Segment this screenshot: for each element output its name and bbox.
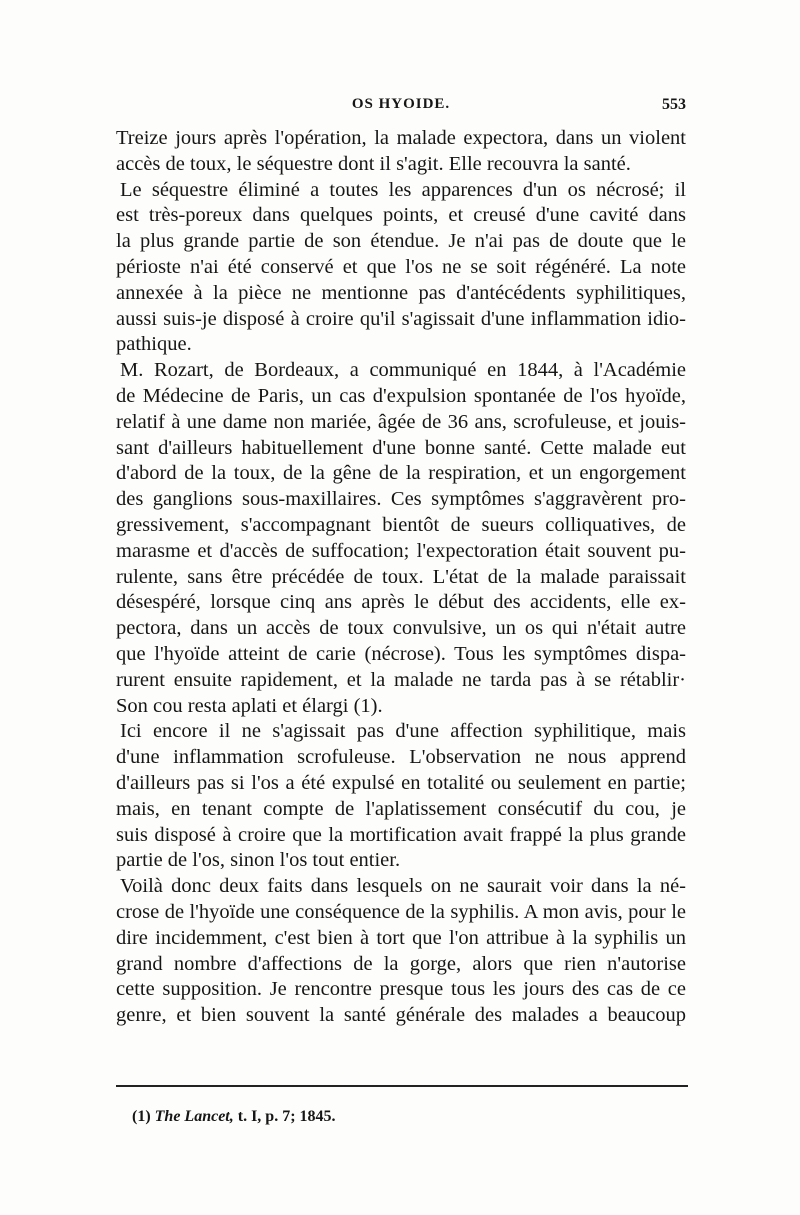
running-head xyxy=(116,96,686,116)
footnote-divider xyxy=(116,1085,688,1087)
text-line: gressivement, s'accompagnant bientôt de sueurs colliquatives, de xyxy=(116,513,686,536)
text-line: cette supposition. Je rencontre presque tous les jours des cas de ce xyxy=(116,978,686,1001)
text-line: rulente, sans être précédée de toux. L'état de la malade paraissait xyxy=(116,565,686,588)
text-line: accès de toux, le séquestre dont il s'agit. Elle recouvra la santé. xyxy=(116,152,631,175)
page-number: 553 xyxy=(662,96,686,113)
text-line: d'ailleurs pas si l'os a été expulsé en totalité ou seulement en partie; xyxy=(116,771,686,794)
text-line: des ganglions sous-maxillaires. Ces symptômes s'aggravèrent pro- xyxy=(116,488,686,511)
text-line: la plus grande partie de son étendue. Je n'ai pas de doute que le xyxy=(116,230,686,253)
text-line: de Médecine de Paris, un cas d'expulsion spontanée de l'os hyoïde, xyxy=(116,384,686,407)
text-line: périoste n'ai été conservé et que l'os ne se soit régénéré. La note xyxy=(116,255,686,278)
footnote-source: The Lancet xyxy=(154,1108,230,1125)
text-line: désespéré, lorsque cinq ans après le début des accidents, elle ex- xyxy=(116,591,686,614)
text-line: relatif à une dame non mariée, âgée de 36 ans, scrofuleuse, et jouis- xyxy=(116,410,686,433)
body-text xyxy=(116,126,686,1029)
footnote-citation: t. I, p. 7; 1845. xyxy=(233,1108,336,1125)
text-line: Le séquestre éliminé a toutes les apparences d'un os nécrosé; il xyxy=(120,178,686,201)
text-line: genre, et bien souvent la santé générale des malades a beaucoup xyxy=(116,1004,686,1027)
text-line: pectora, dans un accès de toux convulsive, un os qui n'était autre xyxy=(116,617,686,640)
text-line: Treize jours après l'opération, la malade expectora, dans un violent xyxy=(116,127,686,149)
text-line: crose de l'hyoïde une conséquence de la syphilis. A mon avis, pour le xyxy=(116,900,686,923)
text-line: que l'hyoïde atteint de carie (nécrose). Tous les symptômes dispa- xyxy=(116,642,686,665)
text-line: d'abord de la toux, de la gêne de la respiration, et un engorgement xyxy=(116,462,686,485)
text-line: marasme et d'accès de suffocation; l'expectoration était souvent pu- xyxy=(116,539,686,562)
text-line: partie de l'os, sinon l'os tout entier. xyxy=(116,849,401,872)
text-line: Son cou resta aplati et élargi (1). xyxy=(116,694,383,717)
text-line: aussi suis-je disposé à croire qu'il s'agissait d'une inflammation idio- xyxy=(116,307,686,330)
text-line: rurent ensuite rapidement, et la malade ne tarda pas à se rétablir· xyxy=(116,668,686,691)
text-line: mais, en tenant compte de l'aplatissement consécutif du cou, je xyxy=(116,797,686,820)
text-line: M. Rozart, de Bordeaux, a communiqué en 1844, à l'Académie xyxy=(120,359,686,382)
text-line: dire incidemment, c'est bien à tort que l'on attribue à la syphilis un xyxy=(116,926,686,949)
text-line: pathique. xyxy=(116,333,192,356)
text-line: Ici encore il ne s'agissait pas d'une affection syphilitique, mais xyxy=(120,720,686,743)
text-line: sant d'ailleurs habituellement d'une bonne santé. Cette malade eut xyxy=(116,436,686,459)
text-line: est très-poreux dans quelques points, et creusé d'une cavité dans xyxy=(116,204,686,227)
footnote xyxy=(132,1108,336,1126)
footnote-marker: (1) xyxy=(132,1108,151,1125)
text-line: d'une inflammation scrofuleuse. L'observation ne nous apprend xyxy=(116,746,686,769)
footnote-separator: , xyxy=(229,1108,234,1125)
text-line: suis disposé à croire que la mortification avait frappé la plus grande xyxy=(116,823,686,846)
text-line: annexée à la pièce ne mentionne pas d'antécédents syphilitiques, xyxy=(116,281,686,304)
text-line: grand nombre d'affections de la gorge, alors que rien n'autorise xyxy=(116,952,686,975)
running-title: OS HYOIDE. xyxy=(351,96,451,112)
text-line: Voilà donc deux faits dans lesquels on ne saurait voir dans la né- xyxy=(120,875,686,898)
